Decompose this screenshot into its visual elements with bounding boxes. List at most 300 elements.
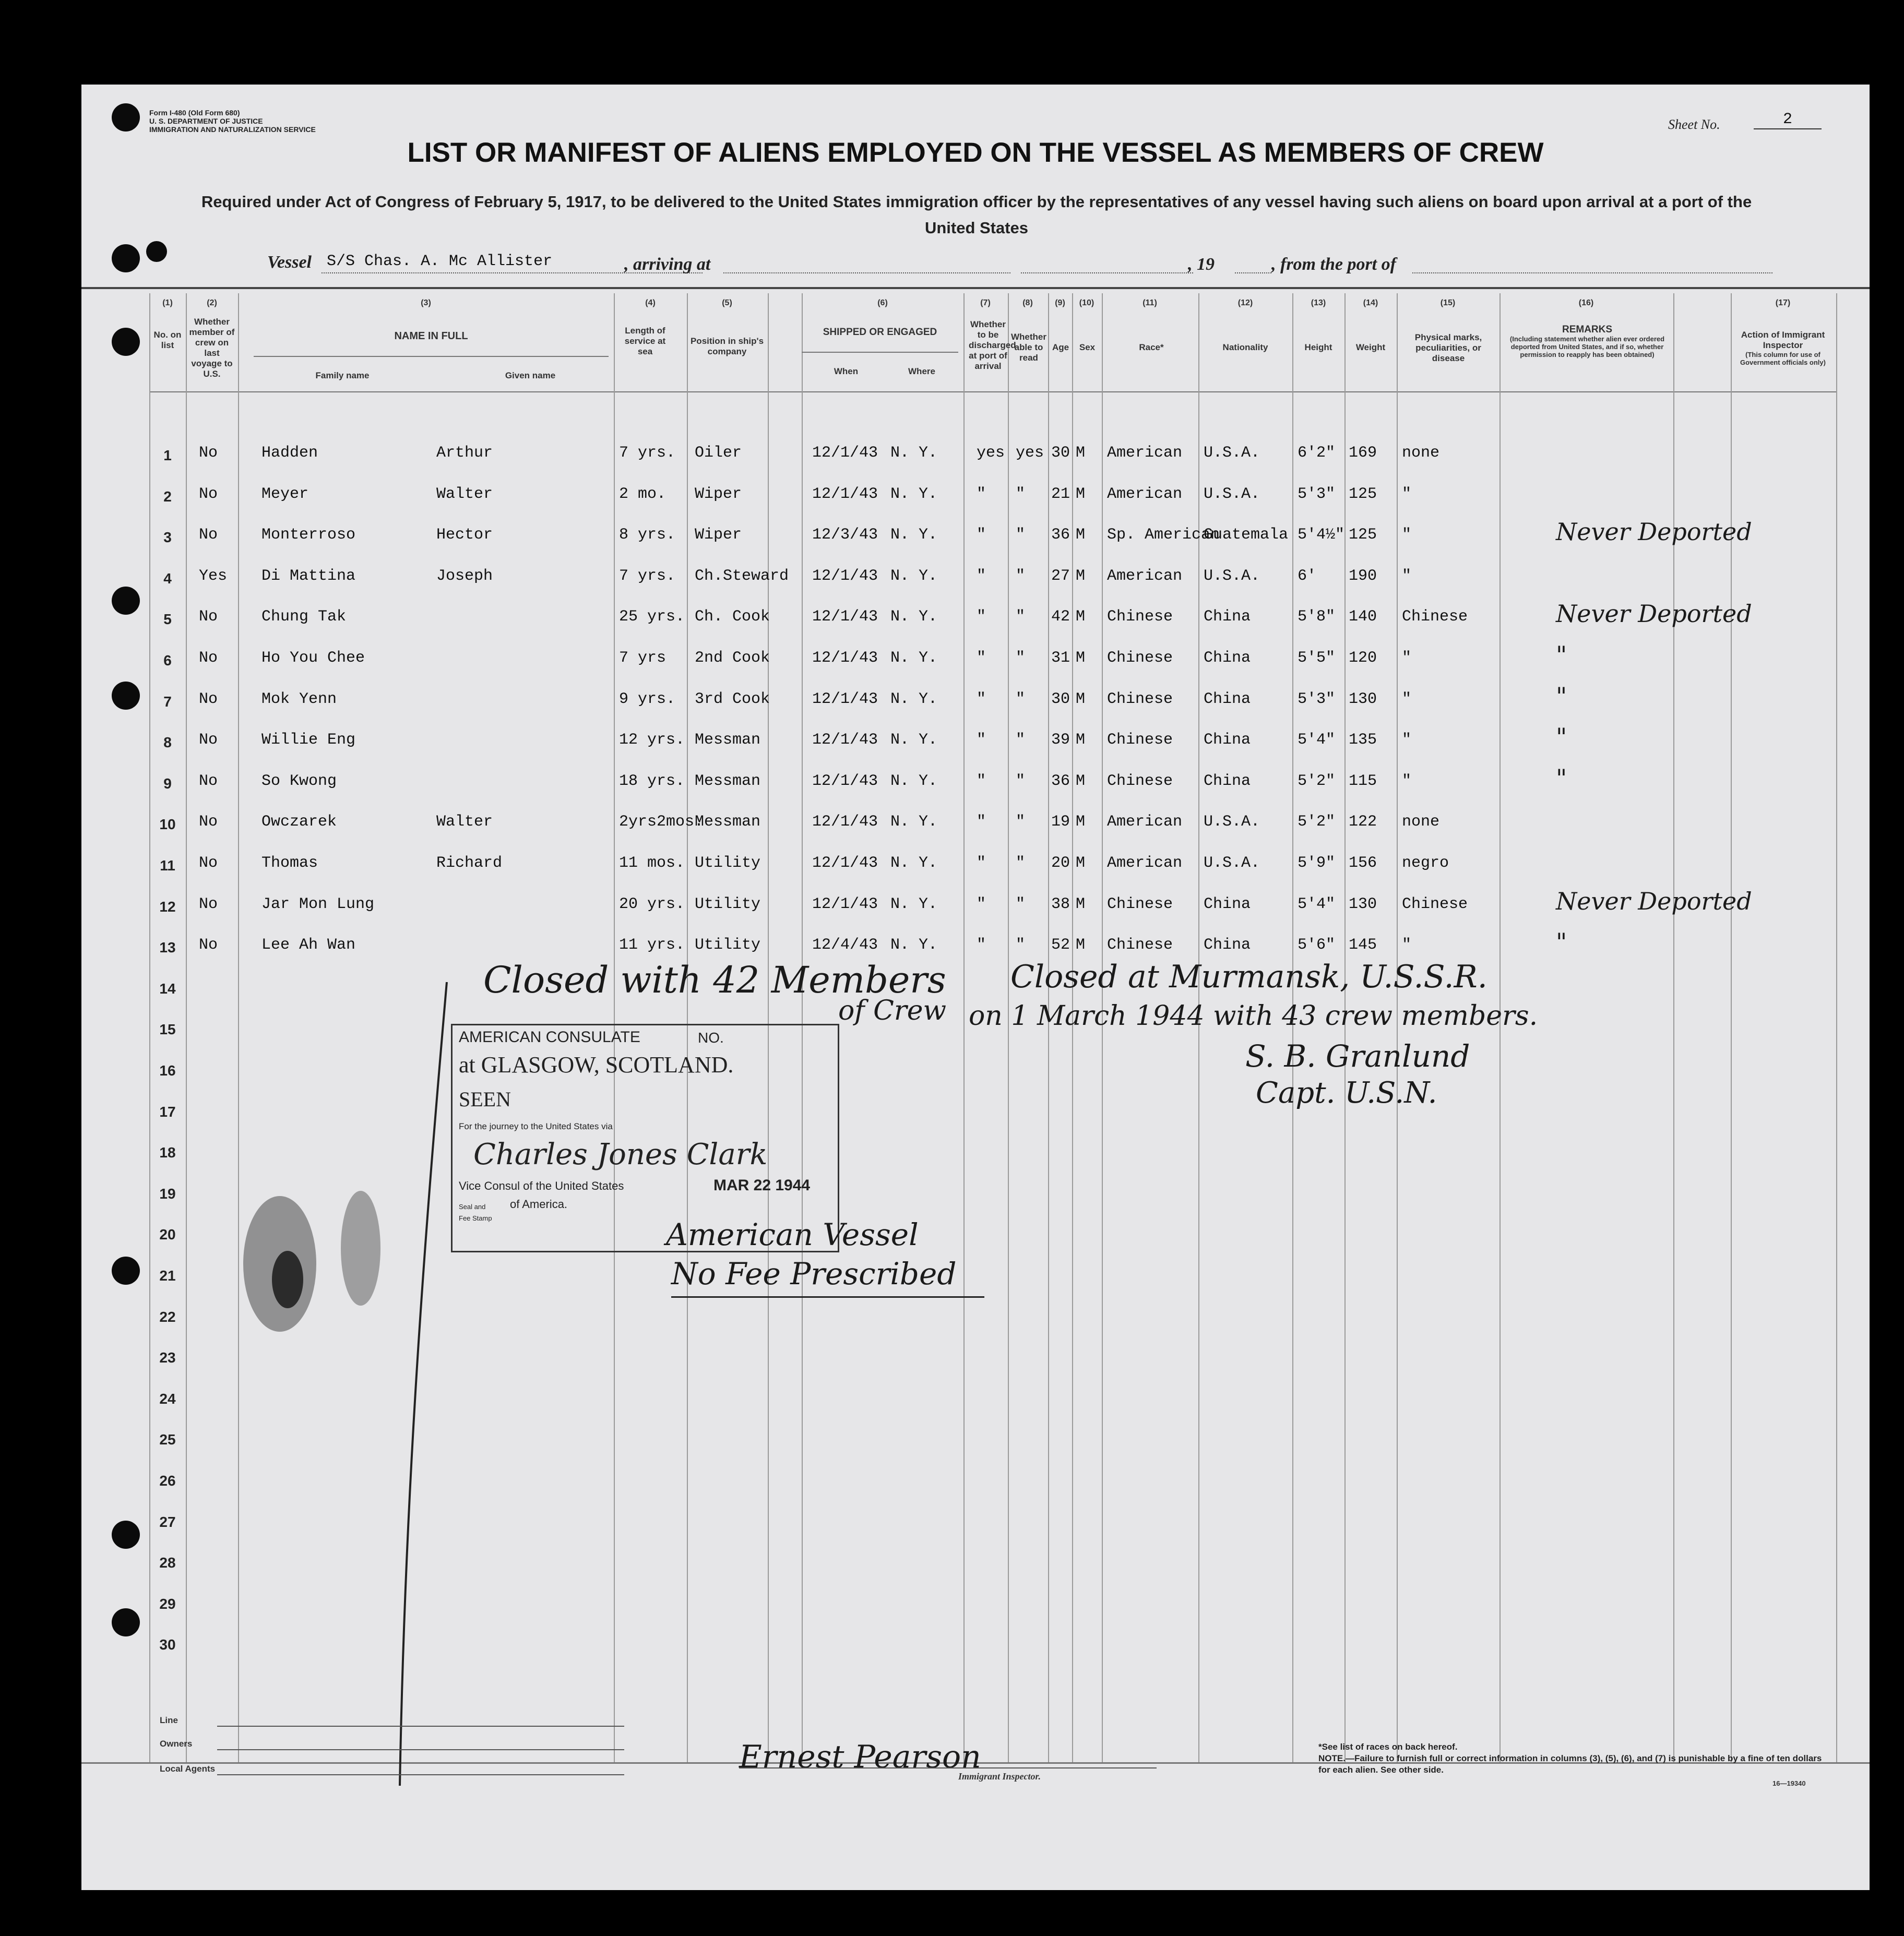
cell-height: 5'3": [1298, 485, 1336, 503]
cell-height: 5'9": [1298, 854, 1336, 872]
cell-sex: M: [1076, 444, 1086, 462]
column-number: (9): [1055, 298, 1065, 307]
cell-race: Sp. American: [1107, 526, 1220, 544]
cell-service: 9 yrs.: [619, 690, 676, 708]
row-number: 29: [159, 1595, 176, 1612]
stamp-location: at GLASGOW, SCOTLAND.: [459, 1052, 734, 1078]
page-subtitle: Required under Act of Congress of February 5, 1917, to be delivered to the United States immigration officer by the representatives of any vessel having such aliens on board upon arrival at a port of the United States: [201, 193, 1752, 237]
column-number: (15): [1440, 298, 1456, 307]
col-header-age: Age: [1052, 342, 1069, 352]
row-number: 12: [159, 898, 176, 915]
column-number: (8): [1022, 298, 1033, 307]
cell-position: Oiler: [695, 444, 742, 462]
column-number: (14): [1363, 298, 1378, 307]
column-divider: [963, 293, 965, 1762]
cell-nationality: China: [1204, 936, 1251, 954]
cell-race: American: [1107, 854, 1183, 872]
cell-where: N. Y.: [890, 690, 938, 708]
row-number: 27: [159, 1513, 176, 1530]
cell-age: 42: [1051, 608, 1070, 626]
cell-height: 5'5": [1298, 649, 1336, 667]
stamp-seal: Seal and: [459, 1203, 486, 1211]
stamp-america: of America.: [510, 1198, 568, 1211]
cell-nationality: China: [1204, 895, 1251, 913]
cell-height: 5'2": [1298, 813, 1336, 831]
cell-prev: No: [199, 649, 218, 667]
cell-service: 8 yrs.: [619, 526, 676, 544]
cell-prev: No: [199, 526, 218, 544]
footer-line-rule: [217, 1726, 624, 1727]
binder-hole: [112, 244, 140, 272]
vessel-name: S/S Chas. A. Mc Allister: [327, 253, 553, 270]
column-divider: [1731, 293, 1732, 1762]
cell-disch: ": [977, 813, 986, 831]
binder-hole: [112, 1521, 140, 1549]
footer-note-penalty: NOTE.—Failure to furnish full or correct information in columns (3), (5), (6), and (7) is punishable by a fine of ten dollars for each alien. See other side.: [1318, 1753, 1822, 1775]
cell-race: Chinese: [1107, 608, 1173, 626]
cell-age: 31: [1051, 649, 1070, 667]
cell-marks: ": [1402, 567, 1412, 585]
column-number: (17): [1775, 298, 1791, 307]
cell-read: ": [1016, 936, 1026, 954]
cell-read: yes: [1016, 444, 1044, 462]
column-number: (5): [722, 298, 732, 307]
cell-remarks: ": [1556, 763, 1567, 792]
row-number: 2: [163, 488, 172, 505]
cell-marks: Chinese: [1402, 608, 1468, 626]
cell-remarks: ": [1556, 723, 1567, 751]
cell-read: ": [1016, 690, 1026, 708]
cell-family: Willie Eng: [261, 731, 356, 749]
cell-height: 5'4": [1298, 731, 1336, 749]
row-number: 3: [163, 529, 172, 546]
cell-service: 20 yrs.: [619, 895, 685, 913]
column-divider: [238, 293, 239, 1762]
cell-race: Chinese: [1107, 649, 1173, 667]
cell-disch: yes: [977, 444, 1005, 462]
murmansk-note-line1: Closed at Murmansk, U.S.S.R.: [1010, 959, 1487, 995]
cell-disch: ": [977, 649, 986, 667]
row-number: 20: [159, 1226, 176, 1243]
stamp-journey: For the journey to the United States via: [459, 1121, 613, 1131]
action-title: Action of Immigrant Inspector: [1741, 330, 1825, 350]
year-label: , 19: [1188, 255, 1215, 274]
cell-sex: M: [1076, 485, 1086, 503]
cell-family: Di Mattina: [261, 567, 356, 585]
cell-sex: M: [1076, 772, 1086, 790]
form-id-line2: U. S. DEPARTMENT OF JUSTICE: [149, 117, 263, 125]
cell-age: 38: [1051, 895, 1070, 913]
cell-position: Wiper: [695, 526, 742, 544]
footer-agents-label: Local Agents: [160, 1764, 216, 1774]
closed-note-line1: Closed with 42 Members: [483, 959, 946, 1001]
cell-height: 5'3": [1298, 690, 1336, 708]
cell-where: N. Y.: [890, 608, 938, 626]
row-number: 4: [163, 570, 172, 587]
cell-height: 5'2": [1298, 772, 1336, 790]
cell-race: American: [1107, 444, 1183, 462]
stamp-seen: SEEN: [459, 1087, 511, 1111]
column-divider: [186, 293, 187, 1762]
cell-read: ": [1016, 813, 1026, 831]
col-header-nationality: Nationality: [1222, 342, 1268, 352]
cell-nationality: U.S.A.: [1204, 444, 1260, 462]
cell-weight: 135: [1349, 731, 1377, 749]
col-header-given: Given name: [505, 371, 556, 380]
shipped-divider: [802, 352, 958, 353]
row-number: 11: [160, 857, 175, 874]
binder-hole: [112, 103, 140, 132]
cell-weight: 125: [1349, 526, 1377, 544]
cell-age: 36: [1051, 526, 1070, 544]
cell-family: Thomas: [261, 854, 318, 872]
cell-age: 19: [1051, 813, 1070, 831]
binder-hole: [112, 1257, 140, 1285]
cell-race: Chinese: [1107, 731, 1173, 749]
stamp-vice-consul: Vice Consul of the United States: [459, 1179, 624, 1192]
sheet-no-value: 2: [1754, 111, 1822, 129]
cell-disch: ": [977, 895, 986, 913]
cell-remarks: Never Deported: [1556, 518, 1752, 546]
cell-disch: ": [977, 772, 986, 790]
cell-family: Owczarek: [261, 813, 337, 831]
american-vessel-note: American Vessel: [666, 1217, 919, 1252]
cell-position: Messman: [695, 813, 761, 831]
cell-position: Ch. Cook: [695, 608, 770, 626]
header-bottom-rule: [149, 391, 1836, 392]
cell-nationality: China: [1204, 649, 1251, 667]
cell-position: Messman: [695, 731, 761, 749]
cell-when: 12/1/43: [812, 772, 878, 790]
stamp-no-label: NO.: [698, 1030, 724, 1046]
cell-given: Arthur: [436, 444, 493, 462]
column-number: (2): [207, 298, 217, 307]
cell-nationality: U.S.A.: [1204, 813, 1260, 831]
row-number: 14: [159, 980, 176, 997]
cell-weight: 115: [1349, 772, 1377, 790]
cell-disch: ": [977, 690, 986, 708]
cell-read: ": [1016, 649, 1026, 667]
col-header-sex: Sex: [1079, 342, 1096, 352]
cell-where: N. Y.: [890, 567, 938, 585]
cell-race: Chinese: [1107, 690, 1173, 708]
footer-note-races: *See list of races on back hereof.: [1318, 1742, 1458, 1752]
cell-marks: ": [1402, 649, 1412, 667]
row-number: 9: [163, 775, 172, 792]
col-header-family: Family name: [315, 371, 370, 380]
footer-agents-rule: [217, 1774, 624, 1775]
cell-sex: M: [1076, 731, 1086, 749]
port-underline: [1412, 272, 1772, 273]
cell-position: Messman: [695, 772, 761, 790]
cell-service: 25 yrs.: [619, 608, 685, 626]
cell-disch: ": [977, 936, 986, 954]
cell-service: 7 yrs.: [619, 567, 676, 585]
no-fee-underline: [671, 1296, 984, 1298]
column-number: (12): [1237, 298, 1253, 307]
cell-height: 5'4": [1298, 895, 1336, 913]
footer-code: 16—19340: [1772, 1779, 1806, 1787]
cell-where: N. Y.: [890, 936, 938, 954]
cell-where: N. Y.: [890, 813, 938, 831]
cell-nationality: China: [1204, 772, 1251, 790]
row-number: 23: [159, 1349, 176, 1366]
binder-hole: [112, 328, 140, 356]
cell-where: N. Y.: [890, 895, 938, 913]
column-number: (10): [1079, 298, 1094, 307]
cell-disch: ": [977, 854, 986, 872]
cell-nationality: U.S.A.: [1204, 854, 1260, 872]
column-number: (16): [1578, 298, 1594, 307]
cell-when: 12/1/43: [812, 854, 878, 872]
row-number: 26: [159, 1473, 176, 1489]
port-label: , from the port of: [1271, 255, 1396, 274]
cell-age: 52: [1051, 936, 1070, 954]
arriving-underline: [723, 272, 1010, 273]
murmansk-note-line2: on 1 March 1944 with 43 crew members.: [969, 1000, 1538, 1032]
cell-marks: ": [1402, 731, 1412, 749]
row-number: 8: [163, 734, 172, 751]
cell-weight: 125: [1349, 485, 1377, 503]
cell-marks: none: [1402, 444, 1440, 462]
cell-read: ": [1016, 526, 1026, 544]
cell-age: 36: [1051, 772, 1070, 790]
cell-weight: 122: [1349, 813, 1377, 831]
row-number: 28: [159, 1555, 176, 1571]
stamp-consulate: AMERICAN CONSULATE: [459, 1029, 640, 1046]
cell-family: Monterroso: [261, 526, 356, 544]
column-divider: [1673, 293, 1674, 1762]
action-note: (This column for use of Government officials only): [1740, 351, 1826, 366]
cell-weight: 140: [1349, 608, 1377, 626]
col-header-last-voyage: Whether member of crew on last voyage to U.S.: [189, 317, 235, 379]
col-header-when: When: [834, 366, 859, 376]
cell-age: 27: [1051, 567, 1070, 585]
smudge-marks: [238, 1128, 395, 1347]
cell-height: 5'4½": [1298, 526, 1345, 544]
cell-read: ": [1016, 608, 1026, 626]
cell-read: ": [1016, 731, 1026, 749]
vessel-label: Vessel: [267, 253, 312, 272]
cell-height: 5'6": [1298, 936, 1336, 954]
col-header-weight: Weight: [1355, 342, 1386, 352]
cell-service: 11 mos.: [619, 854, 685, 872]
cell-position: Wiper: [695, 485, 742, 503]
cell-sex: M: [1076, 526, 1086, 544]
footer-owners-label: Owners: [160, 1739, 193, 1749]
cell-disch: ": [977, 567, 986, 585]
cell-when: 12/3/43: [812, 526, 878, 544]
cell-weight: 190: [1349, 567, 1377, 585]
col-header-action: [1731, 330, 1835, 366]
col-header-height: Height: [1304, 342, 1332, 352]
cell-disch: ": [977, 731, 986, 749]
col-header-name: NAME IN FULL: [394, 330, 468, 342]
cell-given: Hector: [436, 526, 493, 544]
cell-given: Richard: [436, 854, 503, 872]
cell-service: 7 yrs: [619, 649, 667, 667]
column-divider: [1836, 293, 1837, 1762]
page-title: LIST OR MANIFEST OF ALIENS EMPLOYED ON THE VESSEL AS MEMBERS OF CREW: [407, 137, 1544, 168]
cell-disch: ": [977, 608, 986, 626]
column-number: (13): [1311, 298, 1326, 307]
cell-prev: No: [199, 608, 218, 626]
cell-where: N. Y.: [890, 854, 938, 872]
cell-weight: 156: [1349, 854, 1377, 872]
cell-remarks: Never Deported: [1556, 887, 1752, 915]
col-header-physical: Physical marks, peculiarities, or disease: [1414, 332, 1482, 363]
cell-prev: No: [199, 895, 218, 913]
footer-line-label: Line: [160, 1715, 178, 1725]
cell-position: Utility: [695, 936, 761, 954]
cell-prev: No: [199, 690, 218, 708]
cell-age: 30: [1051, 690, 1070, 708]
form-id-line1: Form I-480 (Old Form 680): [149, 109, 240, 117]
cell-disch: ": [977, 526, 986, 544]
row-number: 17: [159, 1103, 176, 1120]
vice-consul-signature: Charles Jones Clark: [473, 1138, 768, 1172]
cell-when: 12/1/43: [812, 444, 878, 462]
cell-remarks: ": [1556, 682, 1567, 710]
cell-prev: No: [199, 936, 218, 954]
header-top-rule: [81, 287, 1870, 289]
manifest-sheet: [81, 85, 1870, 1890]
binder-hole: [146, 241, 167, 262]
cell-family: Jar Mon Lung: [261, 895, 375, 913]
cell-height: 5'8": [1298, 608, 1336, 626]
cell-sex: M: [1076, 936, 1086, 954]
closed-note-line2: of Crew: [838, 995, 947, 1026]
cell-position: Utility: [695, 854, 761, 872]
cell-when: 12/1/43: [812, 567, 878, 585]
cell-when: 12/1/43: [812, 608, 878, 626]
row-number: 6: [163, 652, 172, 668]
cell-marks: none: [1402, 813, 1440, 831]
cell-when: 12/1/43: [812, 813, 878, 831]
footer-owners-rule: [217, 1749, 624, 1750]
cell-race: Chinese: [1107, 895, 1173, 913]
cell-sex: M: [1076, 649, 1086, 667]
cell-prev: No: [199, 485, 218, 503]
cell-family: Chung Tak: [261, 608, 347, 626]
cell-sex: M: [1076, 895, 1086, 913]
binder-hole: [112, 682, 140, 710]
row-number: 25: [159, 1431, 176, 1448]
column-number: (6): [877, 298, 888, 307]
cell-prev: Yes: [199, 567, 228, 585]
cell-read: ": [1016, 567, 1026, 585]
cell-nationality: China: [1204, 731, 1251, 749]
sheet-no-label: Sheet No.: [1668, 117, 1720, 132]
inspector-rule: [739, 1767, 1157, 1768]
cell-sex: M: [1076, 608, 1086, 626]
row-number: 13: [159, 939, 176, 956]
cell-remarks: Never Deported: [1556, 600, 1752, 628]
col-header-position: Position in ship's company: [690, 336, 764, 356]
cell-age: 21: [1051, 485, 1070, 503]
cell-remarks: ": [1556, 641, 1567, 669]
date-underline: [1021, 272, 1193, 273]
cell-race: American: [1107, 813, 1183, 831]
cell-age: 20: [1051, 854, 1070, 872]
cell-marks: negro: [1402, 854, 1449, 872]
captain-signature: S. B. Granlund: [1245, 1038, 1470, 1074]
row-number: 1: [163, 447, 172, 463]
form-id-line3: IMMIGRATION AND NATURALIZATION SERVICE: [149, 125, 316, 134]
cell-read: ": [1016, 772, 1026, 790]
cell-read: ": [1016, 854, 1026, 872]
cell-where: N. Y.: [890, 485, 938, 503]
footer-note: [1318, 1741, 1830, 1776]
col-header-length: Length of service at sea: [624, 326, 666, 356]
cell-height: 6': [1298, 567, 1317, 585]
column-number: (3): [421, 298, 431, 307]
cell-position: Utility: [695, 895, 761, 913]
cell-family: Ho You Chee: [261, 649, 365, 667]
cell-sex: M: [1076, 690, 1086, 708]
cell-prev: No: [199, 731, 218, 749]
inspector-signature: Ernest Pearson: [739, 1739, 981, 1775]
cell-family: So Kwong: [261, 772, 337, 790]
row-number: 30: [159, 1636, 176, 1653]
col-header-read: Whether able to read: [1011, 332, 1046, 363]
no-fee-note: No Fee Prescribed: [671, 1256, 957, 1292]
name-divider: [254, 356, 609, 357]
cell-service: 12 yrs.: [619, 731, 685, 749]
cell-nationality: U.S.A.: [1204, 485, 1260, 503]
cell-service: 18 yrs.: [619, 772, 685, 790]
year-underline: [1235, 272, 1271, 273]
cell-prev: No: [199, 854, 218, 872]
cell-weight: 120: [1349, 649, 1377, 667]
cell-read: ": [1016, 895, 1026, 913]
row-number: 19: [159, 1185, 176, 1202]
cell-marks: ": [1402, 936, 1412, 954]
cell-given: Walter: [436, 813, 493, 831]
col-header-discharged: Whether to be discharged at port of arrival: [969, 319, 1016, 371]
row-number: 18: [159, 1144, 176, 1161]
column-number: (1): [162, 298, 173, 307]
captain-title: Capt. U.S.N.: [1256, 1076, 1437, 1110]
cell-family: Lee Ah Wan: [261, 936, 356, 954]
col-header-no: No. on list: [153, 330, 182, 350]
cell-sex: M: [1076, 567, 1086, 585]
row-number: 21: [159, 1268, 176, 1284]
cell-marks: ": [1402, 690, 1412, 708]
cell-marks: ": [1402, 485, 1412, 503]
cell-service: 2 mo.: [619, 485, 667, 503]
cell-when: 12/1/43: [812, 690, 878, 708]
row-number: 10: [159, 816, 176, 833]
cell-race: Chinese: [1107, 936, 1173, 954]
cell-service: 7 yrs.: [619, 444, 676, 462]
cell-race: Chinese: [1107, 772, 1173, 790]
cell-nationality: China: [1204, 690, 1251, 708]
inspector-label: Immigrant Inspector.: [958, 1771, 1041, 1782]
cell-when: 12/1/43: [812, 485, 878, 503]
col-header-remarks: [1501, 325, 1673, 358]
cell-prev: No: [199, 772, 218, 790]
cell-height: 6'2": [1298, 444, 1336, 462]
cell-marks: ": [1402, 772, 1412, 790]
cell-marks: Chinese: [1402, 895, 1468, 913]
remarks-note: (Including statement whether alien ever ordered deported from United States, and if so, whether permission to reapply has been obtained): [1509, 335, 1665, 358]
cell-read: ": [1016, 485, 1026, 503]
arriving-label: , arriving at: [624, 255, 711, 274]
cell-weight: 130: [1349, 895, 1377, 913]
margin-pen-stroke: [395, 961, 457, 1807]
cell-where: N. Y.: [890, 731, 938, 749]
